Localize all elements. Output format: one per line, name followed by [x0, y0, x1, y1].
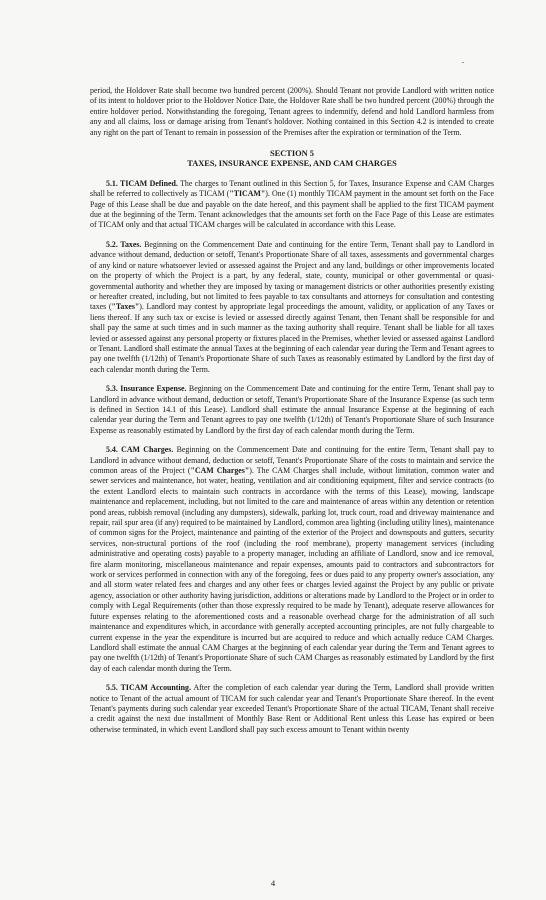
heading-5-1: 5.1. TICAM Defined.	[106, 178, 178, 188]
paragraph-5-2: 5.2. Taxes. Beginning on the Commencement Date and continuing for the entire Term, Tenant shall pay to Landlord in advance without demand, deduction or setoff, Tenant's Proportionate Share of all taxes, assessments and governmental charges of any kind or nature whatsoever levied or assessed against the Project and any land, buildings or other improvements located on the property of which the Project is a part, by any federal, state, county, municipal or other governmental or quasi-governmental authority and whether they are imposed by taxing or management districts or other authorities presently existing or hereafter created, including, but not limited to fees payable to tax consultants and attorneys for consultation and contesting taxes ("Taxes"). Landlord may contest by appropriate legal proceedings the amount, validity, or application of any Taxes or liens thereof. If any such tax or excise is levied or assessed directly against Tenant, then Tenant shall be responsible for and shall pay the same at such times and in such manner as the taxing authority shall require. Tenant shall be liable for all taxes levied or assessed against any personal property or fixtures placed in the Premises, whether levied or assessed against Landlord or Tenant. Landlord shall estimate the annual Taxes at the beginning of each calendar year during the Term and Tenant agrees to pay one twelfth (1/12th) of Tenant's Proportionate Share of such Taxes as reasonably estimated by Landlord by the first day of each calendar month during the Term.	[90, 239, 494, 374]
scan-speck	[462, 62, 464, 63]
defined-term-taxes: "Taxes"	[111, 302, 140, 312]
defined-term-ticam: "TICAM"	[229, 189, 266, 199]
section-title: TAXES, INSURANCE EXPENSE, AND CAM CHARGES	[187, 159, 397, 169]
heading-5-5: 5.5. TICAM Accounting.	[106, 683, 191, 693]
paragraph-5-1: 5.1. TICAM Defined. The charges to Tenant outlined in this Section 5, for Taxes, Insurance Expense and CAM Charges shall be referred to collectively as TICAM ("TICAM"). One (1) monthly TICAM payment in the amount set forth on the Face Page of this Lease shall be due and payable on the date hereof, and this payment shall be applied to the first TICAM payment due at the beginning of the Term. Tenant acknowledges that the amounts set forth on the Face Page of this Lease are estimates of TICAM only and that actual TICAM charges will be calculated in accordance with this Lease.	[90, 178, 495, 230]
paragraph-5-5: 5.5. TICAM Accounting. After the completion of each calendar year during the Term, Landlord shall provide written notice to Tenant of the actual amount of TICAM for such calendar year and Tenant's Proportionate Share thereof. In the event Tenant's payments during such calendar year exceeded Tenant's Proportionate Share of the actual TICAM, Tenant shall receive a credit against the next due installment of Monthly Base Rent or Additional Rent unless this Lease has expired or been otherwise terminated, in which event Landlord shall pay such excess amount to Tenant within twenty	[90, 683, 494, 734]
paragraph-5-3: 5.3. Insurance Expense. Beginning on the Commencement Date and continuing for the entire Term, Tenant shall pay to Landlord in advance without demand, deduction or setoff, Tenant's Proportionate Share of the Insurance Expense (as such term is defined in Section 14.1 of this Lease). Landlord shall estimate the annual Insurance Expense at the beginning of each calendar year during the Term and Tenant agrees to pay one twelfth (1/12th) of Tenant's Proportionate Share of such Insurance Expense as reasonably estimated by Landlord by the first day of each calendar month during the Term.	[90, 384, 494, 435]
heading-5-3: 5.3. Insurance Expense.	[106, 384, 187, 394]
section-number: SECTION 5	[270, 149, 314, 159]
page-number: 4	[270, 878, 276, 888]
heading-5-4: 5.4. CAM Charges.	[106, 445, 174, 455]
heading-5-2: 5.2. Taxes.	[106, 239, 142, 249]
paragraph-5-4: 5.4. CAM Charges. Beginning on the Commencement Date and continuing for the entire Term, Tenant shall pay to Landlord in advance without demand, deduction or setoff, Tenant's Proportionate Share of the costs to maintain and service the common areas of the Project ("CAM Charges"). The CAM Charges shall include, without limitation, common water and sewer services and maintenance, hot water, heating, ventilation and air conditioning equipment, filter and service contracts (to the extent Landlord elects to maintain such contracts in accordance with the terms of this Lease), mowing, landscape maintenance and replacement, including, but not limited to the care and maintenance of areas within any detention or retention pond areas, rubbish removal (including any dumpsters), sidewalk, parking lot, truck court, road and driveway maintenance and repair, rail spur area (if any) required to be maintained by Landlord, common area lighting (including utility lines), maintenance of common signs for the Project, maintenance and painting of the exterior of the Project and downspouts and gutters, security services, non-structural portions of the roof (including the roof membrane), property management services (including administrative and operating costs) payable to a property manager, including an affiliate of Landlord, snow and ice removal, fire alarm monitoring, miscellaneous maintenance and repair expenses, amounts paid to contractors and subcontractors for work or services performed in connection with any of the foregoing, fees or dues paid to any property owner's association, any and all storm water related fees and charges and any other fees or charges levied against the Project by any public or private agency, association or other authority having jurisdiction, additions or alterations made by Landlord to the Project or in order to comply with Legal Requirements (other than those expressly required to be made by Tenant), adequate reserve allowances for future expenses relating to the aforementioned costs and a reasonable overhead charge for the administration of all such maintenance and expenditures which, in accordance with generally accepted accounting principles, are not fully chargeable to current expense in the year the expenditure is incurred but are acquired to reduce and which actually reduce CAM Charges. Landlord shall estimate the annual CAM Charges at the beginning of each calendar year during the Term and Tenant agrees to pay one twelfth (1/12th) of Tenant's Proportionate Share of such CAM Charges as reasonably estimated by Landlord by the first day of each calendar month during the Term.	[90, 445, 495, 673]
defined-term-cam-charges: "CAM Charges"	[190, 466, 250, 475]
continuation-paragraph: period, the Holdover Rate shall become two hundred percent (200%). Should Tenant not provide Landlord with written notice of its intent to holdover prior to the Holdover Notice Date, the Holdover Rate shall be two hundred percent (200%) through the entire holdover period. Notwithstanding the foregoing, Tenant agrees to indemnify, defend and hold Landlord harmless from any and all claims, loss or damage arising from Tenant's holdover. Nothing contained in this Section 4.2 is intended to create any right on the part of Tenant to remain in possession of the Premises after the expiration or termination of the Term.	[90, 86, 494, 137]
